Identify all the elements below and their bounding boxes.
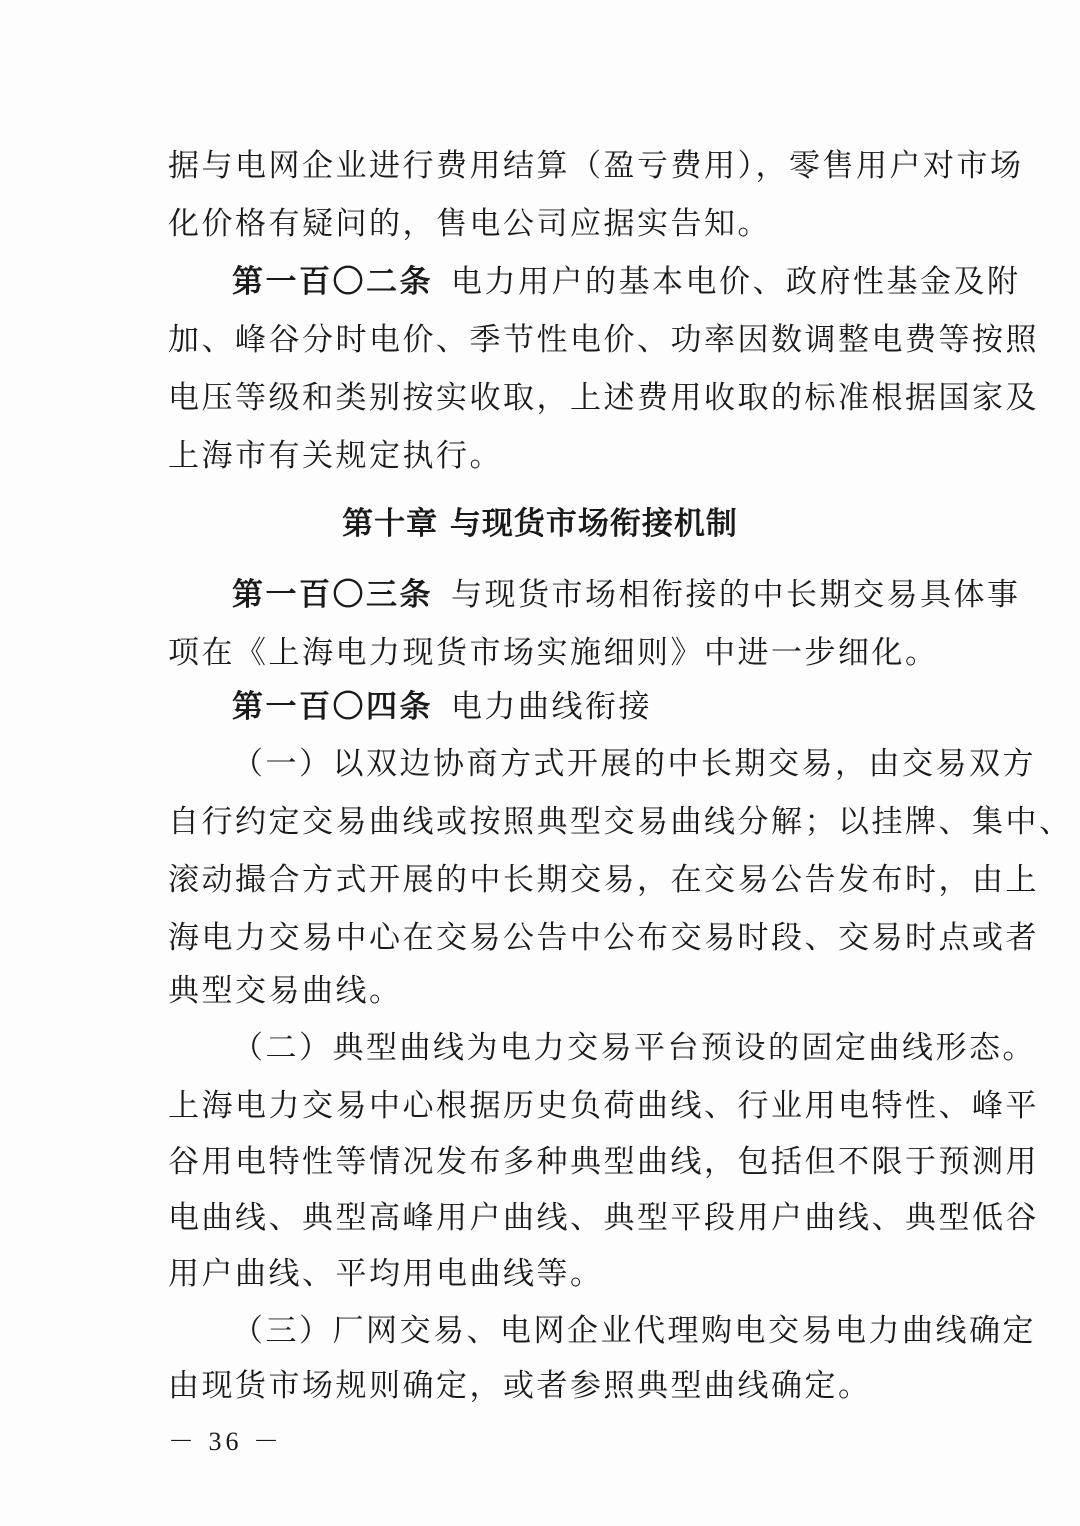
article-103-text: 与现货市场相衔接的中长期交易具体事: [451, 577, 1021, 613]
article-104-text: 电力曲线衔接: [451, 689, 652, 725]
article-102-text: 电力用户的基本电价、政府性基金及附: [451, 264, 1021, 300]
text-line: 项在《上海电力现货市场实施细则》中进一步细化。: [168, 635, 939, 671]
page-number: － 36 －: [168, 1427, 284, 1456]
article-104-line: [232, 678, 928, 736]
text-line: 加、峰谷分时电价、季节性电价、功率因数调整电费等按照: [168, 322, 1039, 358]
text-line: 谷用电特性等情况发布多种典型曲线，包括但不限于预测用: [168, 1144, 1039, 1180]
text-line: 自行约定交易曲线或按照典型交易曲线分解；以挂牌、集中、: [168, 804, 1073, 840]
text-line: 海电力交易中心在交易公告中公布交易时段、交易时点或者: [168, 920, 1039, 956]
text-line: 电曲线、典型高峰用户曲线、典型平段用户曲线、典型低谷: [168, 1200, 1039, 1236]
text-line: 典型交易曲线。: [168, 973, 403, 1009]
article-102-line: [232, 253, 1021, 311]
article-103-line: [232, 566, 1021, 624]
text-line: 上海电力交易中心根据历史负荷曲线、行业用电特性、峰平: [168, 1088, 1039, 1124]
chapter-heading: 第十章 与现货市场衔接机制: [342, 506, 738, 542]
text-line: 由现货市场规则确定，或者参照典型曲线确定。: [168, 1368, 872, 1404]
text-line: （三）厂网交易、电网企业代理购电交易电力曲线确定: [232, 1313, 1036, 1349]
text-line: 据与电网企业进行费用结算（盈亏费用），零售用户对市场: [168, 148, 1024, 184]
text-line: 电压等级和类别按实收取，上述费用收取的标准根据国家及: [168, 380, 1039, 416]
article-103-title: 第一百〇三条: [232, 577, 433, 613]
text-line: （一）以双边协商方式开展的中长期交易，由交易双方: [232, 746, 1036, 782]
text-line: 滚动撮合方式开展的中长期交易，在交易公告发布时，由上: [168, 862, 1039, 898]
text-line: 上海市有关规定执行。: [168, 438, 503, 474]
text-line: 化价格有疑问的，售电公司应据实告知。: [168, 206, 771, 242]
article-104-title: 第一百〇四条: [232, 689, 433, 725]
article-102-title: 第一百〇二条: [232, 264, 433, 300]
text-line: （二）典型曲线为电力交易平台预设的固定曲线形态。: [232, 1030, 1036, 1066]
text-line: 用户曲线、平均用电曲线等。: [168, 1256, 604, 1292]
